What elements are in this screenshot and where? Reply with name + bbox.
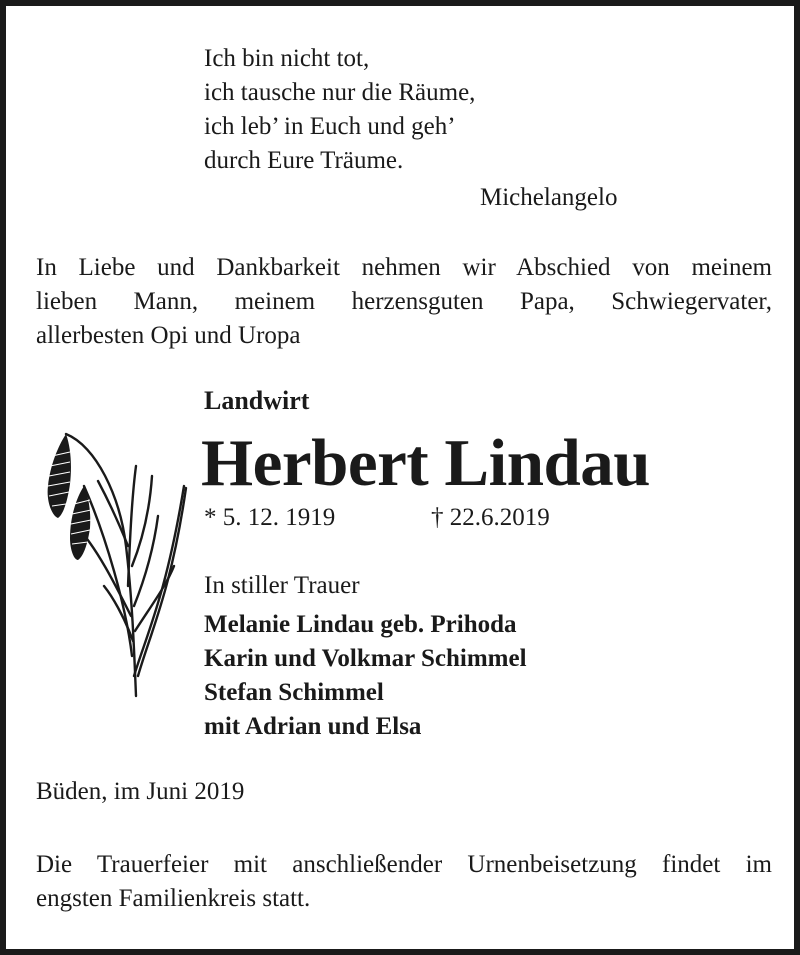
note-line: engsten Familienkreis statt. (36, 885, 311, 912)
poem-line: Ich bin nicht tot, (204, 45, 370, 72)
mourning-intro: In stiller Trauer (204, 572, 360, 599)
intro-line: In Liebe und Dankbarkeit nehmen wir Abschied von meinem (36, 254, 772, 281)
place-date: Büden, im Juni 2019 (36, 778, 245, 805)
poem-line: ich tausche nur die Räume, (204, 79, 476, 106)
occupation: Landwirt (204, 386, 310, 415)
deceased-name: Herbert Lindau (201, 426, 650, 500)
poem-line: ich leb’ in Euch und geh’ (204, 113, 456, 140)
poem (204, 42, 475, 178)
mourners-list (204, 608, 527, 744)
note-line: Die Trauerfeier mit anschließender Urnenbeisetzung findet im (36, 851, 772, 878)
mourner-name: mit Adrian und Elsa (204, 713, 422, 740)
poem-line: durch Eure Träume. (204, 147, 404, 174)
death-date: † 22.6.2019 (431, 504, 550, 531)
intro-line: lieben Mann, meinem herzensguten Papa, Schwiegervater, (36, 288, 772, 315)
poem-author: Michelangelo (480, 184, 618, 211)
intro-line: allerbesten Opi und Uropa (36, 322, 301, 349)
mourner-name: Karin und Volkmar Schimmel (204, 645, 527, 672)
mourner-name: Stefan Schimmel (204, 679, 384, 706)
intro-text (36, 251, 772, 353)
birth-date: * 5. 12. 1919 (204, 504, 336, 531)
funeral-note (36, 848, 772, 916)
mourner-name: Melanie Lindau geb. Prihoda (204, 611, 517, 638)
wheat-grass-icon (36, 426, 196, 701)
